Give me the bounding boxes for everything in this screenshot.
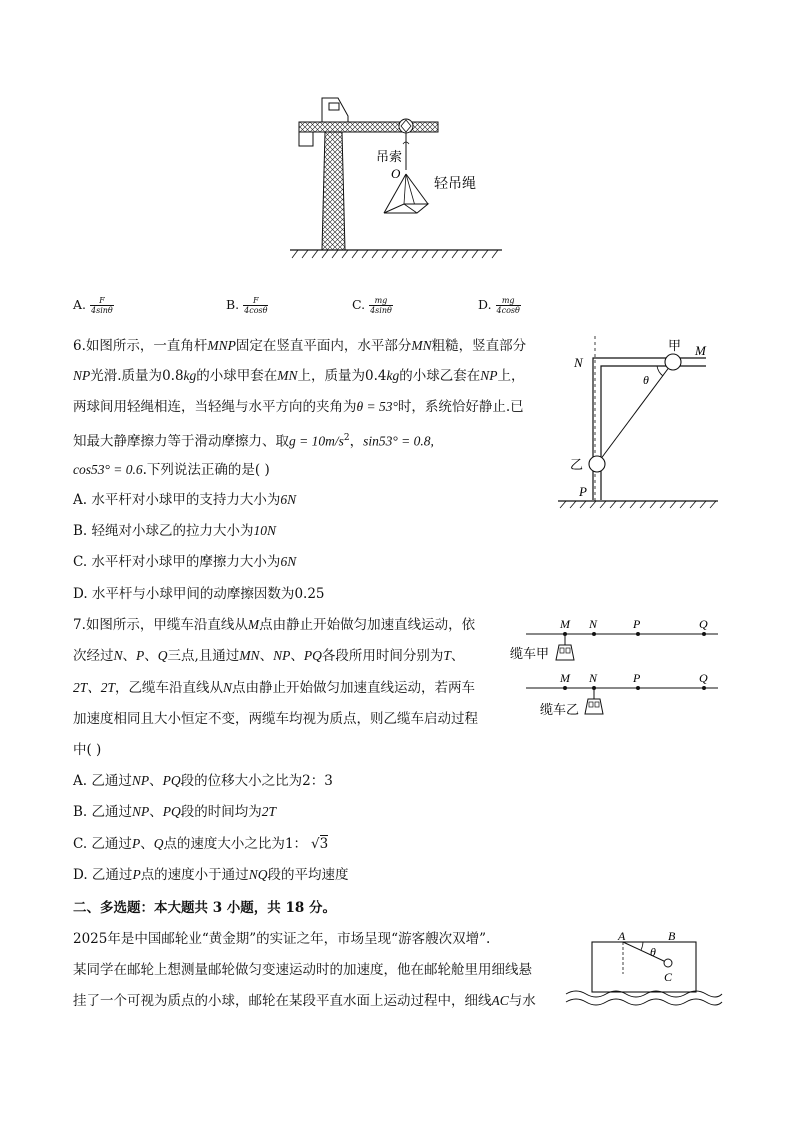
section-2-title: 二、多选题：本大题共 3 小题，共 18 分。 xyxy=(73,900,336,916)
fig6-yi-label: 乙 xyxy=(570,458,584,473)
fraction: $\frac{mg}{4\sin\theta}$ xyxy=(370,296,392,315)
fig6-theta-label: θ xyxy=(643,373,649,387)
q7-option-d[interactable]: D. 乙通过P点的速度小于通过NQ段的平均速度 xyxy=(73,867,349,883)
fig6-jia-label: 甲 xyxy=(668,339,682,354)
q8-line-3: 挂了一个可视为质点的小球，邮轮在某段平直水面上运动过程中，细线AC与水 xyxy=(73,993,536,1009)
q7-option-b[interactable]: B. 乙通过NP、PQ段的时间均为2T xyxy=(73,804,277,820)
q8-line-2: 某同学在邮轮上想测量邮轮做匀变速运动时的加速度，他在邮轮舱里用细线悬 xyxy=(73,962,532,978)
fig6-m-label: M xyxy=(695,343,706,358)
fig7-bottom-m: M xyxy=(560,671,570,685)
q7-cable-car-figure xyxy=(506,612,726,724)
q6-rod-figure xyxy=(556,336,726,511)
q8-ship-figure xyxy=(564,928,724,1012)
q7-line-2: 次经过N、P、Q三点,且通过MN、NP、PQ各段所用时间分别为T、 xyxy=(73,648,465,664)
fig7-top-m: M xyxy=(560,617,570,631)
q6-line-3: 两球间用轻绳相连，当轻绳与水平方向的夹角为θ = 53°时，系统恰好静止.已 xyxy=(73,399,524,415)
fig1-o-label: O xyxy=(391,166,401,181)
fraction: $\frac{F}{4\sin\theta}$ xyxy=(91,296,113,315)
q6-line-5: cos53° = 0.6.下列说法正确的是( ) xyxy=(73,462,270,478)
q5-option-a[interactable]: A. $\frac{F}{4\sin\theta}$ xyxy=(73,296,113,315)
fig8-c-label: C xyxy=(664,970,673,984)
q5-option-d[interactable]: D. $\frac{mg}{4\cos\theta}$ xyxy=(478,296,520,315)
fig8-b-label: B xyxy=(668,929,676,943)
q6-line-1: 6.如图所示，一直角杆MNP固定在竖直平面内，水平部分MN粗糙，竖直部分 xyxy=(73,338,527,354)
fig7-cart-jia-label: 缆车甲 xyxy=(510,647,550,662)
fraction: $\frac{F}{4\cos\theta}$ xyxy=(244,296,268,315)
q7-line-1: 7.如图所示，甲缆车沿直线从M点由静止开始做匀加速直线运动，依 xyxy=(73,617,476,633)
fig8-theta-label: θ xyxy=(650,945,656,959)
fig7-top-p: P xyxy=(633,617,641,631)
q6-option-b[interactable]: B. 轻绳对小球乙的拉力大小为10N xyxy=(73,523,277,539)
q7-option-a[interactable]: A. 乙通过NP、PQ段的位移大小之比为2：3 xyxy=(73,773,333,789)
q6-line-4: 知最大静摩擦力等于滑动摩擦力、取$g = 10m/s^2$，sin53° = 0.8, xyxy=(73,433,434,450)
q5-option-c[interactable]: C. $\frac{mg}{4\sin\theta}$ xyxy=(352,296,392,315)
fig7-top-q: Q xyxy=(699,617,708,631)
q6-option-d[interactable]: D. 水平杆与小球甲间的动摩擦因数为0.25 xyxy=(73,586,325,602)
fig1-rope-label: 轻吊绳 xyxy=(434,176,476,192)
fig6-n-label: N xyxy=(574,355,583,370)
q7-line-4: 加速度相同且大小恒定不变，两缆车均视为质点，则乙缆车启动过程 xyxy=(73,711,478,727)
fig7-bottom-p: P xyxy=(633,671,641,685)
q5-option-b[interactable]: B. $\frac{F}{4\cos\theta}$ xyxy=(226,296,268,315)
crane-figure xyxy=(280,92,520,262)
fig6-p-label: P xyxy=(579,484,587,499)
q7-line-3: 2T、2T，乙缆车沿直线从N点由静止开始做匀加速直线运动，若两车 xyxy=(73,680,476,696)
q7-line-5: 中( ) xyxy=(73,742,102,758)
fig7-top-n: N xyxy=(589,617,598,631)
fraction: $\frac{mg}{4\cos\theta}$ xyxy=(496,296,520,315)
fig7-bottom-n: N xyxy=(589,671,598,685)
fig8-a-label: A xyxy=(618,929,626,943)
fig7-cart-yi-label: 缆车乙 xyxy=(540,703,580,718)
q7-option-c[interactable]: C. 乙通过P、Q点的速度大小之比为1： √3 xyxy=(73,836,329,852)
fig1-diaosuo-label: 吊索 xyxy=(376,150,403,165)
q6-option-a[interactable]: A. 水平杆对小球甲的支持力大小为6N xyxy=(73,492,297,508)
q6-line-2: NP光滑.质量为0.8kg的小球甲套在MN上，质量为0.4kg的小球乙套在NP上， xyxy=(73,368,525,384)
fig7-bottom-q: Q xyxy=(699,671,708,685)
q8-line-1: 2025年是中国邮轮业“黄金期”的实证之年，市场呈现“游客艘次双增”. xyxy=(73,931,491,947)
q6-option-c[interactable]: C. 水平杆对小球甲的摩擦力大小为6N xyxy=(73,554,297,570)
